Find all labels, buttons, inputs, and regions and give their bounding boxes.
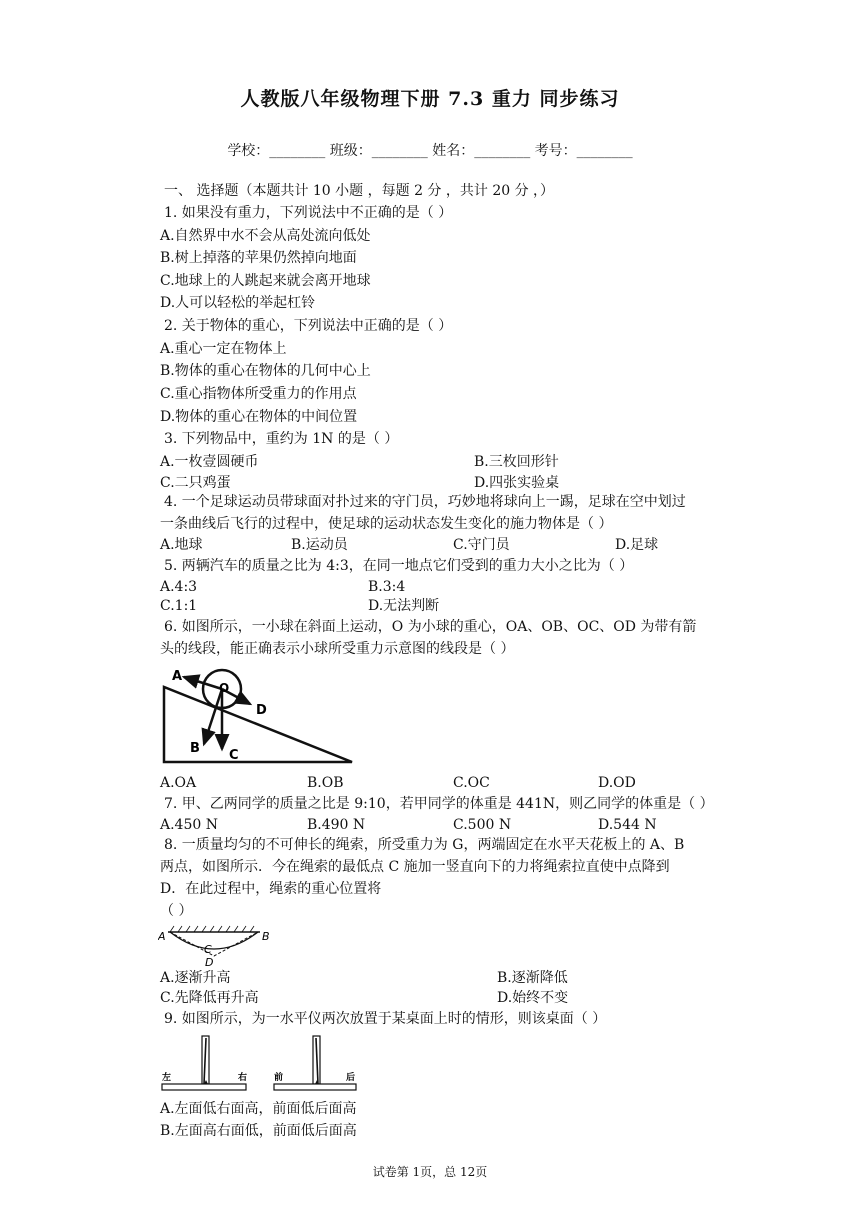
student-info-line: 学校：________ 班级：________ 姓名：________ 考号：________ xyxy=(227,143,633,159)
q5-option-a: A.4:3 xyxy=(160,579,198,595)
question-8-stem-line2: 两点，如图所示．今在绳索的最低点 C 施加一竖直向下的力将绳索拉直使中点降到 xyxy=(160,859,670,875)
fig8-label-c: C xyxy=(204,943,212,956)
level-base-1 xyxy=(162,1084,246,1090)
q7-option-d: D.544 N xyxy=(598,817,657,833)
rope-straightened xyxy=(170,932,258,956)
question-8-stem-line4: （ ） xyxy=(160,903,193,919)
q4-option-d: D.足球 xyxy=(615,537,659,553)
fig9-label-back: 后 xyxy=(346,1073,356,1083)
q6-option-d: D.OD xyxy=(598,775,636,791)
fig8-label-d: D xyxy=(205,956,214,969)
q4-option-a: A.地球 xyxy=(160,537,203,553)
fig6-label-o: O xyxy=(219,681,230,695)
q2-option-a: A.重心一定在物体上 xyxy=(160,341,287,357)
q1-option-b: B.树上掉落的苹果仍然掉向地面 xyxy=(160,250,357,266)
fig9-label-front: 前 xyxy=(274,1073,284,1083)
fig6-label-b: B xyxy=(190,741,200,756)
question-8-stem-line3: D．在此过程中，绳索的重心位置将 xyxy=(160,881,382,897)
question-4-stem-line2: 一条曲线后飞行的过程中，使足球的运动状态发生变化的施力物体是（ ） xyxy=(160,516,613,532)
q4-option-b: B.运动员 xyxy=(291,537,348,553)
q1-option-c: C.地球上的人跳起来就会离开地球 xyxy=(160,273,371,289)
q9-option-a: A.左面低右面高，前面低后面高 xyxy=(160,1101,357,1117)
page-footer: 试卷第 1页，总 12页 xyxy=(372,1165,488,1179)
question-9-stem: 9. 如图所示，为一水平仪两次放置于某桌面上时的情形，则该桌面（ ） xyxy=(164,1011,607,1027)
q6-option-b: B.OB xyxy=(307,775,344,791)
q4-option-c: C.守门员 xyxy=(453,537,510,553)
level-instrument-figure xyxy=(158,1034,358,1094)
q8-option-a: A.逐渐升高 xyxy=(160,970,231,986)
question-6-stem-line2: 头的线段，能正确表示小球所受重力示意图的线段是（ ） xyxy=(160,641,515,657)
q3-option-c: C.二只鸡蛋 xyxy=(160,475,231,491)
section-heading: 一、 选择题（本题共计 10 小题 ，每题 2 分 ，共计 20 分 ，） xyxy=(164,183,555,199)
q6-option-c: C.OC xyxy=(453,775,490,791)
q7-option-b: B.490 N xyxy=(307,817,366,833)
q7-option-a: A.450 N xyxy=(160,817,218,833)
fig6-label-d: D xyxy=(256,703,267,718)
incline-ball-figure xyxy=(158,664,358,768)
question-8-stem-line1: 8. 一质量均匀的不可伸长的绳索，所受重力为 G，两端固定在水平天花板上的 A、B xyxy=(164,837,685,853)
q6-option-a: A.OA xyxy=(160,775,197,791)
q5-option-d: D.无法判断 xyxy=(368,598,440,614)
fig6-label-c: C xyxy=(229,748,239,763)
level-base-2 xyxy=(274,1084,356,1090)
question-3-stem: 3. 下列物品中，重约为 1N 的是（ ） xyxy=(164,431,399,447)
fig6-label-a: A xyxy=(172,669,183,684)
page-title: 人教版八年级物理下册 7.3 重力 同步练习 xyxy=(240,88,620,110)
q7-option-c: C.500 N xyxy=(453,817,512,833)
fig9-label-left: 左 xyxy=(162,1073,172,1083)
question-1-stem: 1. 如果没有重力，下列说法中不正确的是（ ） xyxy=(164,205,453,221)
q3-option-d: D.四张实验桌 xyxy=(474,475,560,491)
question-6-stem-line1: 6. 如图所示，一小球在斜面上运动，O 为小球的重心，OA、OB、OC、OD 为带有箭 xyxy=(164,619,697,635)
q2-option-d: D.物体的重心在物体的中间位置 xyxy=(160,409,358,425)
question-7-stem: 7. 甲、乙两同学的质量之比是 9:10，若甲同学的体重是 441N，则乙同学的体重是（ ） xyxy=(164,796,714,812)
q5-option-c: C.1:1 xyxy=(160,598,198,614)
q5-option-b: B.3:4 xyxy=(368,579,406,595)
q1-option-a: A.自然界中水不会从高处流向低处 xyxy=(160,228,371,244)
q2-option-b: B.物体的重心在物体的几何中心上 xyxy=(160,363,371,379)
q8-option-c: C.先降低再升高 xyxy=(160,990,259,1006)
fig8-label-b: B xyxy=(262,930,270,943)
q8-option-b: B.逐渐降低 xyxy=(497,970,568,986)
rope-curve xyxy=(170,932,258,949)
q3-option-a: A.一枚壹圆硬币 xyxy=(160,454,259,470)
question-4-stem-line1: 4. 一个足球运动员带球面对扑过来的守门员，巧妙地将球向上一踢，足球在空中划过 xyxy=(164,494,686,510)
q9-option-b: B.左面高右面低，前面低后面高 xyxy=(160,1123,357,1139)
fig9-label-right: 右 xyxy=(238,1073,248,1083)
q3-option-b: B.三枚回形针 xyxy=(474,454,559,470)
rope-figure xyxy=(158,920,270,970)
q1-option-d: D.人可以轻松的举起杠铃 xyxy=(160,295,316,311)
q2-option-c: C.重心指物体所受重力的作用点 xyxy=(160,386,357,402)
fig8-label-a: A xyxy=(158,930,166,943)
question-5-stem: 5. 两辆汽车的质量之比为 4:3，在同一地点它们受到的重力大小之比为（ ） xyxy=(164,558,634,574)
question-2-stem: 2. 关于物体的重心，下列说法中正确的是（ ） xyxy=(164,318,453,334)
q8-option-d: D.始终不变 xyxy=(497,990,569,1006)
